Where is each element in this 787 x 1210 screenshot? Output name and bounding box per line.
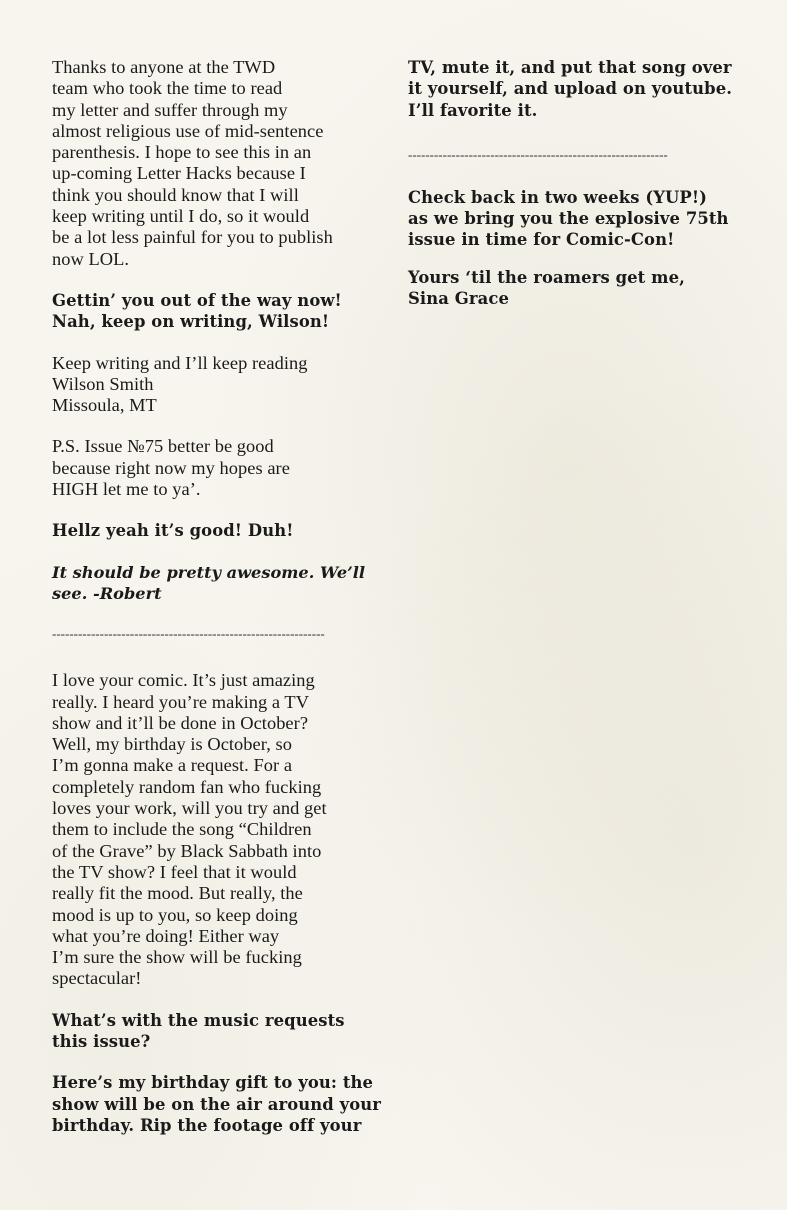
letter-birthday-body: I love your comic. It’s just amazing really. I heard you’re making a TV show and it’ll be done in October? Well, my birthday is October, so I’m gonna make a request. For a completely random fan who fucking loves your work, will you try and get them to include the song “Children of the Grave” by Black Sabbath into the TV show? I feel that it would really fit the mood. But really, the mood is up to you, so keep doing what you’re doing! Either way I’m sure the show will be fucking spectacular! <box>52 670 327 989</box>
reply-to-postscript: Hellz yeah it’s good! Duh! <box>52 521 294 541</box>
section-divider: --------------------------------------------------------------- <box>52 626 325 642</box>
section-divider-right: ------------------------------------------------------------ <box>408 146 668 162</box>
letter-wilson-body: Thanks to anyone at the TWD team who took the time to read my letter and suffer through my almost religious use of mid-sentence parenthesis. I hope to see this in an up-coming Letter Hacks because I think you should know that I will keep writing until I do, so it would be a lot less painful for you to publish now LOL. <box>52 57 333 269</box>
letter-wilson-signoff: Keep writing and I’ll keep reading Wilson Smith Missoula, MT <box>52 352 308 416</box>
reply-birthday-gift-end: TV, mute it, and put that song over it yourself, and upload on youtube. I’ll favorite it. <box>408 58 733 120</box>
left-column <box>52 57 392 1136</box>
reply-to-wilson: Gettin’ you out of the way now! Nah, keep on writing, Wilson! <box>52 290 342 332</box>
closing-announcement: Check back in two weeks (YUP!) as we bring you the explosive 75th issue in time for Comic-Con! <box>408 187 729 250</box>
reply-music-requests: What’s with the music requests this issue? <box>52 1010 345 1051</box>
reply-birthday-gift-start: Here’s my birthday gift to you: the show will be on the air around your birthday. Rip the footage off your <box>52 1073 382 1135</box>
editor-signature: Yours ‘til the roamers get me, Sina Grace <box>408 267 685 309</box>
letter-wilson-postscript: P.S. Issue №75 better be good because right now my hopes are HIGH let me to ya’. <box>52 436 290 500</box>
right-column <box>408 57 753 309</box>
reply-robert: It should be pretty awesome. We’ll see. -Robert <box>52 562 366 603</box>
